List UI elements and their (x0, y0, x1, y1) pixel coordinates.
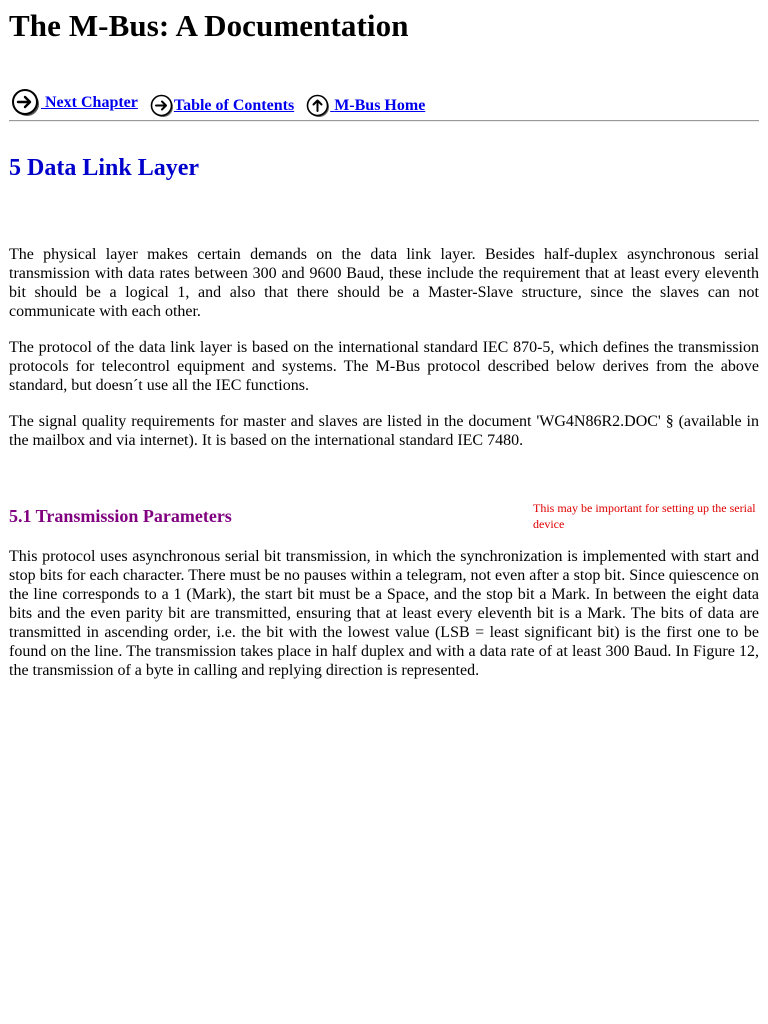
next-chapter-link[interactable] (9, 88, 138, 118)
mbus-home-link[interactable] (306, 94, 425, 118)
divider (9, 120, 759, 122)
mbus-home-label: M-Bus Home (334, 97, 426, 114)
next-chapter-label: Next Chapter (45, 94, 138, 111)
paragraph-transmission: This protocol uses asynchronous serial bit transmission, in which the synchronization is implemented with start and stop bits for each character. There must be no pauses within a telegram, not even after a stop bit. Since quiescence on the line corresponds to a 1 (Mark), the start bit must be a Space, and the stop bit a Mark. In between the eight data bits and the even parity bit are transmitted, ensuring that at least every eleventh bit is a Mark. The bits of data are transmitted in ascending order, i.e. the bit with the lowest value (LSB = least significant bit) is the first one to be found on the line. The transmission takes place in half duplex and with a data rate of at least 300 Baud. In Figure 12, the transmission of a byte in calling and replying direction is represented. (9, 548, 759, 679)
table-of-contents-link[interactable] (150, 94, 294, 118)
paragraph-physical-layer: The physical layer makes certain demands on the data link layer. Besides half-duplex asynchronous serial transmission with data rates between 300 and 9600 Baud, these include the requirement that at least every eleventh bit should be a logical 1, and also that there should be a Master-Slave structure, since the slaves can not communicate with each other. (9, 246, 759, 320)
arrow-right-icon (9, 88, 41, 118)
arrow-up-icon (306, 94, 330, 118)
document-title: The M-Bus: A Documentation (9, 8, 409, 43)
margin-annotation: This may be important for setting up the serial device (533, 501, 756, 531)
arrow-right-icon (150, 94, 174, 118)
paragraph-signal-quality: The signal quality requirements for master and slaves are listed in the document 'WG4N86R2.DOC' § (available in the mailbox and via internet). It is based on the international standard IEC 7480. (9, 413, 759, 449)
paragraph-protocol: The protocol of the data link layer is based on the international standard IEC 870-5, which defines the transmission protocols for telecontrol equipment and systems. The M-Bus protocol described below derives from the above standard, but doesn´t use all the IEC functions. (9, 339, 759, 394)
chapter-heading: 5 Data Link Layer (9, 155, 200, 181)
navigation-bar (9, 88, 425, 123)
section-heading: 5.1 Transmission Parameters (9, 506, 232, 526)
table-of-contents-label: Table of Contents (173, 97, 295, 114)
